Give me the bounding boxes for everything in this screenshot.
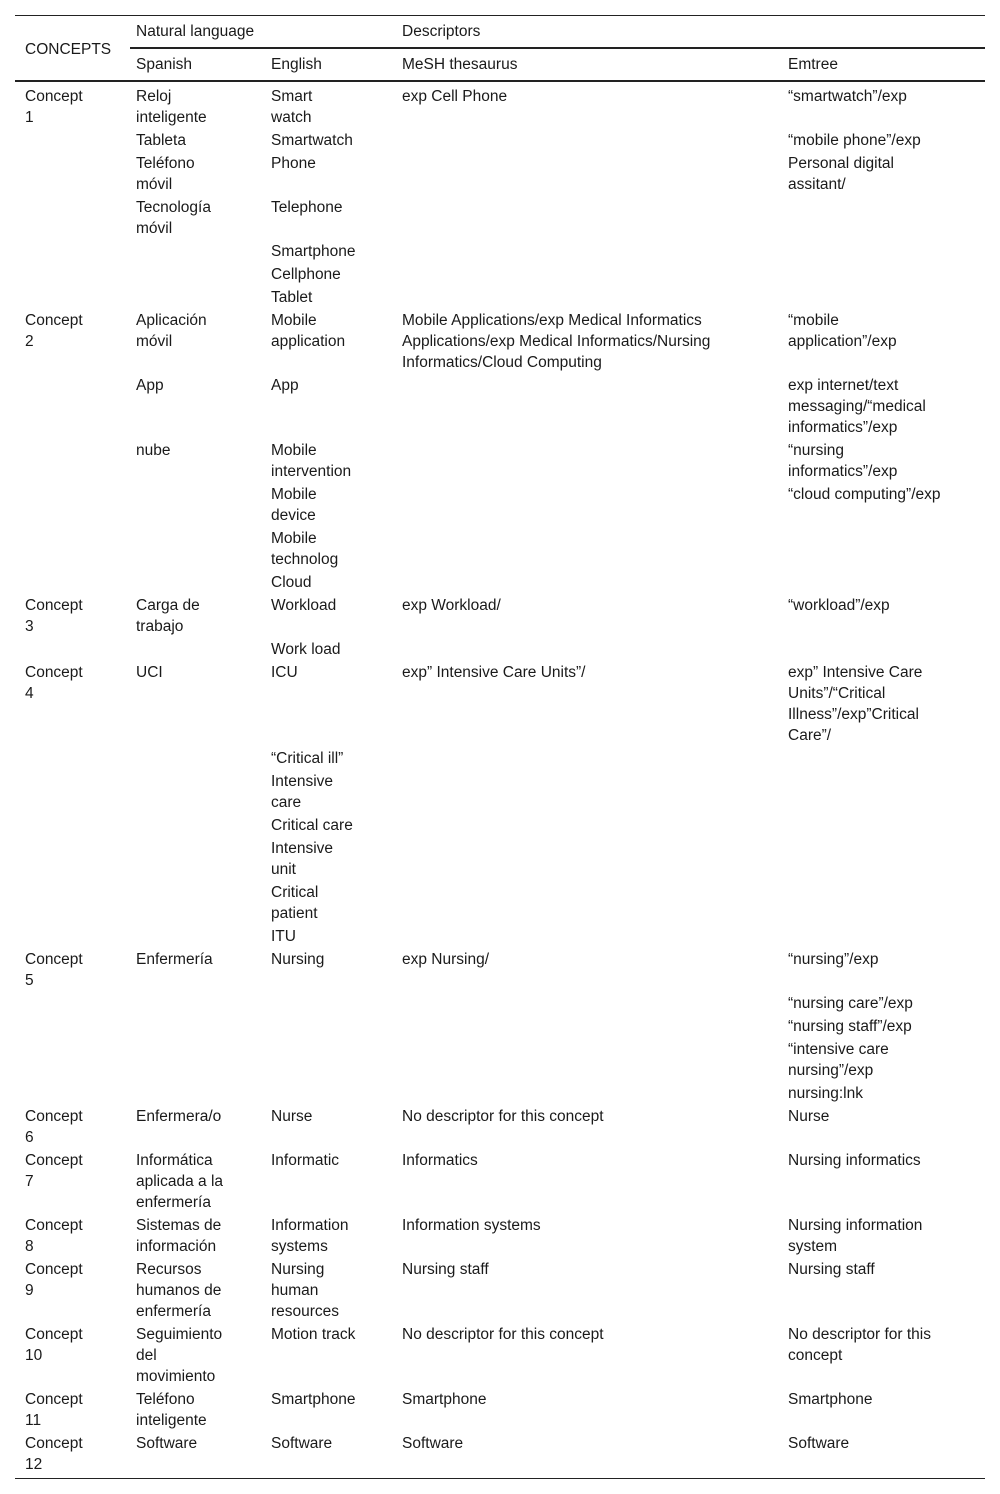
cell-line: Nursing information	[788, 1217, 923, 1234]
emtree-term	[788, 130, 978, 151]
english-term	[271, 1215, 371, 1257]
cell-line: Mobile	[271, 442, 317, 459]
concept-label	[25, 1150, 117, 1192]
emtree-term	[788, 949, 978, 970]
spanish-term	[136, 197, 256, 239]
english-term	[271, 153, 371, 174]
cell-line: ICU	[271, 664, 298, 681]
cell-line: nursing:lnk	[788, 1085, 863, 1102]
cell-line: Nursing staff	[788, 1261, 875, 1278]
emtree-term	[788, 1389, 978, 1410]
cell-line: resources	[271, 1303, 340, 1320]
cell-line: Units”/“Critical	[788, 685, 886, 702]
cell-line: “mobile	[788, 312, 839, 329]
cell-line: “workload”/exp	[788, 597, 890, 614]
cell-line: Applications/exp Medical Informatics/Nursing	[402, 333, 711, 350]
cell-line: 5	[25, 972, 34, 989]
cell-line: “intensive care	[788, 1041, 889, 1058]
cell-line: exp” Intensive Care Units”/	[402, 664, 586, 681]
cell-line: Nurse	[271, 1108, 313, 1125]
english-term	[271, 440, 371, 482]
cell-line: Workload	[271, 597, 337, 614]
mesh-term	[402, 1215, 762, 1236]
cell-line: 8	[25, 1238, 34, 1255]
cell-line: trabajo	[136, 618, 184, 635]
concept-label	[25, 1389, 117, 1431]
cell-line: Nurse	[788, 1108, 830, 1125]
mesh-term	[402, 662, 762, 683]
emtree-term	[788, 375, 978, 438]
cell-line: Concept	[25, 1391, 83, 1408]
cell-line: Teléfono	[136, 155, 195, 172]
spanish-term	[136, 1259, 256, 1322]
english-term	[271, 926, 371, 947]
cell-line: inteligente	[136, 1412, 207, 1429]
mesh-term	[402, 1389, 762, 1410]
cell-line: Enfermera/o	[136, 1108, 222, 1125]
cell-line: humanos de	[136, 1282, 222, 1299]
cell-line: Concept	[25, 1435, 83, 1452]
cell-line: exp internet/text	[788, 377, 899, 394]
emtree-term	[788, 595, 978, 616]
cell-line: movimiento	[136, 1368, 216, 1385]
cell-line: Information systems	[402, 1217, 541, 1234]
cell-line: móvil	[136, 176, 173, 193]
cell-line: Phone	[271, 155, 316, 172]
cell-line: Work load	[271, 641, 341, 658]
cell-line: “nursing staff”/exp	[788, 1018, 912, 1035]
cell-line: “smartwatch”/exp	[788, 88, 907, 105]
english-term	[271, 1389, 371, 1410]
cell-line: system	[788, 1238, 838, 1255]
cell-line: 6	[25, 1129, 34, 1146]
cell-line: “nursing	[788, 442, 844, 459]
cell-line: application”/exp	[788, 333, 897, 350]
cell-line: exp Workload/	[402, 597, 501, 614]
cell-line: Smart	[271, 88, 313, 105]
emtree-term	[788, 86, 978, 107]
cell-line: aplicada a la	[136, 1173, 224, 1190]
cell-line: Recursos	[136, 1261, 202, 1278]
cell-line: Cloud	[271, 574, 312, 591]
cell-line: enfermería	[136, 1303, 211, 1320]
concept-label	[25, 310, 117, 352]
concept-label	[25, 1106, 117, 1148]
english-term	[271, 771, 371, 813]
english-term	[271, 310, 371, 352]
cell-line: Smartphone	[402, 1391, 487, 1408]
cell-line: 12	[25, 1456, 43, 1473]
cell-line: Concept	[25, 1108, 83, 1125]
cell-line: Concept	[25, 951, 83, 968]
spanish-term	[136, 595, 256, 637]
english-term	[271, 484, 371, 526]
spanish-term	[136, 1215, 256, 1257]
cell-line: assitant/	[788, 176, 846, 193]
spanish-term	[136, 1150, 256, 1213]
cell-line: “nursing care”/exp	[788, 995, 913, 1012]
cell-line: Mobile	[271, 486, 317, 503]
cell-line: intervention	[271, 463, 352, 480]
cell-line: exp Cell Phone	[402, 88, 508, 105]
cell-line: Nursing staff	[402, 1261, 489, 1278]
spanish-term	[136, 440, 256, 461]
emtree-term	[788, 1259, 978, 1280]
cell-line: No descriptor for this	[788, 1326, 931, 1343]
english-term	[271, 1106, 371, 1127]
cell-line: Smartwatch	[271, 132, 353, 149]
cell-line: enfermería	[136, 1194, 211, 1211]
cell-line: móvil	[136, 333, 173, 350]
spanish-term	[136, 1389, 256, 1431]
cell-line: 2	[25, 333, 34, 350]
cell-line: Nursing	[271, 1261, 325, 1278]
cell-line: Sistemas de	[136, 1217, 222, 1234]
english-term	[271, 264, 371, 285]
cell-line: Informatics/Cloud Computing	[402, 354, 602, 371]
spanish-term	[136, 1324, 256, 1387]
cell-line: informatics”/exp	[788, 463, 898, 480]
concept-label	[25, 1433, 117, 1475]
cell-line: Informatic	[271, 1152, 340, 1169]
cell-line: Personal digital	[788, 155, 894, 172]
cell-line: Nursing	[271, 951, 325, 968]
cell-line: Nursing informatics	[788, 1152, 921, 1169]
cell-line: 9	[25, 1282, 34, 1299]
cell-line: Smartphone	[788, 1391, 873, 1408]
cell-line: care	[271, 794, 302, 811]
cell-line: Aplicación	[136, 312, 207, 329]
cell-line: del	[136, 1347, 157, 1364]
cell-line: Illness”/exp”Critical	[788, 706, 919, 723]
english-term	[271, 1433, 371, 1454]
cell-line: 4	[25, 685, 34, 702]
cell-line: Cellphone	[271, 266, 341, 283]
english-term	[271, 197, 371, 218]
spanish-term	[136, 86, 256, 128]
english-term	[271, 748, 371, 769]
concept-label	[25, 1215, 117, 1257]
cell-line: “cloud computing”/exp	[788, 486, 941, 503]
emtree-term	[788, 1150, 978, 1171]
cell-line: 11	[25, 1412, 42, 1429]
english-term	[271, 528, 371, 570]
mesh-term	[402, 86, 762, 107]
cell-line: ITU	[271, 928, 296, 945]
cell-line: Mobile	[271, 312, 317, 329]
cell-line: informatics”/exp	[788, 419, 898, 436]
english-term	[271, 838, 371, 880]
cell-line: patient	[271, 905, 318, 922]
mesh-term	[402, 310, 762, 373]
english-term	[271, 882, 371, 924]
cell-line: 3	[25, 618, 34, 635]
emtree-term	[788, 310, 978, 352]
cell-line: Critical	[271, 884, 319, 901]
cell-line: UCI	[136, 664, 163, 681]
cell-line: Concept	[25, 664, 83, 681]
english-term	[271, 815, 371, 836]
header-mesh-thesaurus: MeSH thesaurus	[402, 56, 518, 73]
english-term	[271, 572, 371, 593]
cell-line: información	[136, 1238, 217, 1255]
emtree-term	[788, 662, 978, 746]
cell-line: Smartphone	[271, 243, 356, 260]
cell-line: human	[271, 1282, 319, 1299]
cell-line: exp Nursing/	[402, 951, 490, 968]
english-term	[271, 86, 371, 128]
spanish-term	[136, 130, 256, 151]
cell-line: Software	[788, 1435, 850, 1452]
spanish-term	[136, 662, 256, 683]
emtree-term	[788, 153, 978, 195]
cell-line: Tableta	[136, 132, 186, 149]
english-term	[271, 375, 371, 396]
cell-line: Intensive	[271, 773, 334, 790]
cell-line: Teléfono	[136, 1391, 195, 1408]
mesh-term	[402, 1324, 762, 1345]
concept-label	[25, 1259, 117, 1301]
cell-line: “nursing”/exp	[788, 951, 879, 968]
english-term	[271, 595, 371, 616]
cell-line: No descriptor for this concept	[402, 1108, 604, 1125]
mesh-term	[402, 1433, 762, 1454]
cell-line: Mobile Applications/exp Medical Informatics	[402, 312, 702, 329]
cell-line: Informática	[136, 1152, 213, 1169]
cell-line: Carga de	[136, 597, 200, 614]
cell-line: Tecnología	[136, 199, 211, 216]
mesh-term	[402, 1259, 762, 1280]
english-term	[271, 287, 371, 308]
cell-line: nursing”/exp	[788, 1062, 874, 1079]
cell-line: Seguimiento	[136, 1326, 223, 1343]
emtree-term	[788, 1016, 978, 1037]
emtree-term	[788, 1433, 978, 1454]
spanish-term	[136, 375, 256, 396]
concept-label	[25, 662, 117, 704]
spanish-term	[136, 949, 256, 970]
cell-line: technolog	[271, 551, 339, 568]
table-top-rule	[15, 15, 985, 16]
cell-line: inteligente	[136, 109, 207, 126]
cell-line: Informatics	[402, 1152, 478, 1169]
english-term	[271, 662, 371, 683]
spanish-term	[136, 1433, 256, 1454]
cell-line: watch	[271, 109, 312, 126]
cell-line: Telephone	[271, 199, 343, 216]
spanish-term	[136, 1106, 256, 1127]
cell-line: No descriptor for this concept	[402, 1326, 604, 1343]
english-term	[271, 639, 371, 660]
header-english: English	[271, 56, 322, 73]
cell-line: Enfermería	[136, 951, 213, 968]
cell-line: messaging/“medical	[788, 398, 926, 415]
header-natural-language: Natural language	[136, 23, 255, 40]
cell-line: Software	[402, 1435, 464, 1452]
header-concepts: CONCEPTS	[25, 41, 112, 58]
cell-line: application	[271, 333, 346, 350]
header-bottom-rule	[15, 80, 985, 82]
cell-line: nube	[136, 442, 171, 459]
cell-line: systems	[271, 1238, 328, 1255]
cell-line: Concept	[25, 1152, 83, 1169]
cell-line: Tablet	[271, 289, 313, 306]
cell-line: 1	[25, 109, 34, 126]
cell-line: “mobile phone”/exp	[788, 132, 921, 149]
cell-line: “Critical ill”	[271, 750, 344, 767]
cell-line: concept	[788, 1347, 843, 1364]
cell-line: unit	[271, 861, 296, 878]
header-emtree: Emtree	[788, 56, 838, 73]
cell-line: 7	[25, 1173, 34, 1190]
cell-line: Concept	[25, 1326, 83, 1343]
emtree-term	[788, 1106, 978, 1127]
emtree-term	[788, 440, 978, 482]
header-descriptors: Descriptors	[402, 23, 481, 40]
cell-line: Reloj	[136, 88, 172, 105]
cell-line: 10	[25, 1347, 43, 1364]
emtree-term	[788, 1039, 978, 1081]
mesh-term	[402, 1150, 762, 1171]
concept-label	[25, 86, 117, 128]
cell-line: Concept	[25, 312, 83, 329]
mesh-term	[402, 949, 762, 970]
concept-label	[25, 1324, 117, 1366]
group-header-rule	[130, 47, 985, 49]
cell-line: Critical care	[271, 817, 353, 834]
table-bottom-rule	[15, 1478, 985, 1479]
concept-label	[25, 949, 117, 991]
english-term	[271, 1324, 371, 1345]
cell-line: Software	[271, 1435, 333, 1452]
cell-line: Software	[136, 1435, 198, 1452]
cell-line: Concept	[25, 1261, 83, 1278]
cell-line: App	[271, 377, 299, 394]
english-term	[271, 1259, 371, 1322]
cell-line: device	[271, 507, 316, 524]
cell-line: Smartphone	[271, 1391, 356, 1408]
english-term	[271, 949, 371, 970]
spanish-term	[136, 153, 256, 195]
spanish-term	[136, 310, 256, 352]
english-term	[271, 130, 371, 151]
emtree-term	[788, 993, 978, 1014]
emtree-term	[788, 1215, 978, 1257]
cell-line: Concept	[25, 88, 83, 105]
cell-line: App	[136, 377, 164, 394]
cell-line: Concept	[25, 1217, 83, 1234]
header-spanish: Spanish	[136, 56, 193, 73]
cell-line: Concept	[25, 597, 83, 614]
cell-line: Information	[271, 1217, 349, 1234]
emtree-term	[788, 1083, 978, 1104]
mesh-term	[402, 1106, 762, 1127]
concept-label	[25, 595, 117, 637]
cell-line: Care”/	[788, 727, 832, 744]
emtree-term	[788, 484, 978, 505]
english-term	[271, 1150, 371, 1171]
mesh-term	[402, 595, 762, 616]
cell-line: móvil	[136, 220, 173, 237]
cell-line: Mobile	[271, 530, 317, 547]
emtree-term	[788, 1324, 978, 1366]
cell-line: exp” Intensive Care	[788, 664, 923, 681]
english-term	[271, 241, 371, 262]
cell-line: Intensive	[271, 840, 334, 857]
cell-line: Motion track	[271, 1326, 356, 1343]
